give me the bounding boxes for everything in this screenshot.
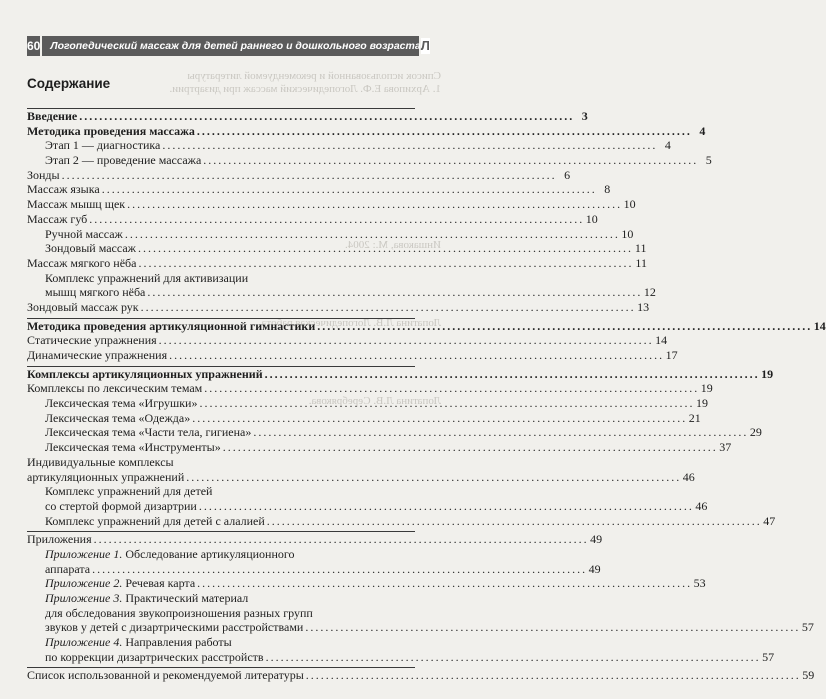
- dot-leader: [199, 396, 692, 411]
- toc-entry-text: Этап 2 — проведение массажа: [45, 153, 202, 168]
- dot-leader: [141, 300, 634, 315]
- toc-entry-label: [27, 124, 195, 139]
- toc-entry: [27, 469, 695, 485]
- toc-entry-text: Зондовый массаж рук: [27, 299, 139, 314]
- toc-page-number: 19: [700, 381, 713, 396]
- toc-entry: [27, 299, 650, 315]
- toc-entry-text: Обследование артикуляционного: [122, 546, 295, 561]
- toc-entry-label: [27, 319, 315, 334]
- toc-entry-label: [45, 635, 232, 650]
- dot-leader: [192, 411, 685, 426]
- toc-entry-text: Приложения: [27, 532, 92, 547]
- toc-page-number: 10: [623, 197, 636, 212]
- toc-entry: [27, 425, 762, 440]
- dot-leader: [265, 367, 758, 382]
- toc-entry-text: артикуляционных упражнений: [27, 469, 185, 484]
- toc-page-number: 37: [719, 440, 732, 455]
- toc-entry-text: Лексическая тема «Инструменты»: [45, 440, 221, 455]
- running-title: Логопедический массаж для детей раннего и дошкольного возраста: [50, 40, 421, 52]
- dot-leader: [305, 620, 798, 635]
- dot-leader: [253, 425, 746, 440]
- toc-entry: [27, 396, 708, 411]
- dot-leader: [127, 197, 620, 212]
- toc-entry-label: [45, 227, 123, 242]
- toc-page-number: 17: [665, 348, 678, 362]
- toc-entry-label: [27, 168, 60, 183]
- toc-entry: [27, 138, 671, 153]
- toc-entry-text: Направления работы: [122, 635, 232, 650]
- toc-entry-label: [45, 576, 195, 591]
- toc-entry-text: Методика проведения массажа: [27, 123, 195, 138]
- toc-entry: [27, 455, 415, 470]
- toc-entry-text: Список использованной и рекомендуемой литературы: [27, 668, 304, 683]
- toc-page-number: 29: [749, 425, 762, 440]
- bleed-through-text: Список использованной и рекомендуемой литературы 1. Архипова Е.Ф. Логопедический массаж при дизартрии. Иншакова, М.: 2004. Лопатина Л.В. Логопедическая работа. Лопатина Л.В. Серебрякова.: [169, 70, 441, 407]
- toc-entry-label: [45, 514, 265, 529]
- toc-page-number: 12: [643, 285, 656, 300]
- toc-entry-label: [45, 591, 248, 606]
- dot-leader: [138, 256, 631, 271]
- toc-entry-text: Методика проведения артикуляционной гимнастики: [27, 318, 316, 333]
- toc-entry-text: Индивидуальные комплексы: [27, 454, 174, 469]
- toc-entry-label: [45, 271, 248, 286]
- toc-entry-label: [45, 484, 212, 499]
- toc-entry-label: [45, 285, 145, 300]
- toc-entry-text: Массаж губ: [27, 211, 88, 226]
- toc-page-number: 57: [762, 649, 775, 664]
- toc-entry-label: [27, 381, 202, 396]
- toc-entry-text: аппарата: [45, 561, 91, 576]
- page-number: 60: [27, 36, 42, 56]
- toc-entry-label: [27, 212, 87, 227]
- toc-entry: [27, 167, 571, 183]
- toc-entry: [27, 123, 706, 139]
- toc-page-number: 46: [695, 498, 708, 513]
- toc-entry: [27, 410, 701, 426]
- toc-entry-text: Комплекс упражнений для детей с алалией: [45, 513, 265, 528]
- dot-leader: [159, 333, 652, 348]
- toc-entry-label: [45, 440, 221, 455]
- dot-leader: [197, 124, 690, 139]
- dot-leader: [197, 576, 690, 591]
- toc-entry-text: Лексическая тема «Одежда»: [45, 410, 191, 425]
- toc-page-number: 10: [585, 211, 598, 226]
- toc-page-number: 19: [761, 366, 774, 381]
- dot-leader: [125, 227, 618, 242]
- toc-entry-text: Зонды: [27, 167, 60, 182]
- dot-leader: [92, 562, 585, 577]
- toc-page-number: 5: [705, 153, 712, 168]
- toc-page-number: 10: [621, 226, 634, 241]
- toc-entry-text: Практический материал: [122, 591, 249, 605]
- toc-page-number: 11: [635, 255, 647, 270]
- toc-page-number: 13: [637, 299, 650, 314]
- toc-entry-label: [45, 241, 136, 256]
- dot-leader: [102, 182, 595, 197]
- toc-entry-label: [27, 455, 174, 470]
- toc-entry-label: [45, 650, 264, 665]
- toc-entry-label: [27, 348, 167, 363]
- toc-page-number: 3: [581, 109, 588, 123]
- toc-entry: [27, 667, 815, 683]
- toc-title: Содержание: [27, 76, 111, 91]
- publisher-logo: Л: [420, 38, 430, 53]
- toc-entry: [27, 591, 415, 606]
- toc-entry-label: [45, 620, 303, 635]
- dot-leader: [169, 348, 662, 363]
- toc-entry-text: Лексическая тема «Игрушки»: [45, 396, 198, 411]
- toc-entry-label: [27, 333, 157, 348]
- toc-entry-text: Ручной массаж: [45, 226, 123, 241]
- toc-entry-label: [27, 470, 184, 485]
- toc-entry: [27, 255, 647, 271]
- toc-entry-label: [45, 562, 90, 577]
- toc-entry-text: по коррекции дизартрических расстройств: [45, 649, 264, 664]
- toc-page-number: 4: [664, 138, 671, 153]
- toc-entry-text: Комплекс упражнений для детей: [45, 484, 213, 499]
- appendix-number: Приложение 3.: [45, 591, 123, 605]
- dot-leader: [223, 440, 716, 455]
- toc-page-number: 49: [588, 561, 601, 576]
- toc-page-number: 53: [693, 576, 706, 591]
- toc-entry: [27, 649, 775, 665]
- toc-entry-text: Массаж мышц щек: [27, 197, 126, 212]
- toc-entry-label: [45, 153, 201, 168]
- toc-entry: [27, 182, 611, 197]
- appendix-number: Приложение 1.: [45, 546, 123, 561]
- toc-entry: [27, 620, 814, 635]
- toc-entry-text: Массаж языка: [27, 182, 100, 197]
- toc-entry-text: Лексическая тема «Части тела, гигиена»: [45, 425, 252, 440]
- toc-page-number: 6: [564, 167, 571, 182]
- toc-page-number: 19: [695, 396, 708, 411]
- toc-page-number: 46: [682, 469, 695, 484]
- toc-page-number: 11: [634, 241, 647, 256]
- toc-entry-label: [27, 367, 263, 382]
- dot-leader: [147, 285, 640, 300]
- toc-entry-label: [27, 197, 125, 212]
- toc-entry: [27, 513, 776, 529]
- toc-entry: [27, 271, 415, 286]
- toc-entry: [27, 440, 732, 455]
- toc-entry-text: мышц мягкого нёба: [45, 285, 146, 300]
- toc-entry-text: Статические упражнения: [27, 333, 157, 348]
- toc-entry: [27, 635, 415, 650]
- toc-page-number: 59: [802, 668, 815, 683]
- dot-leader: [79, 109, 572, 124]
- toc-entry: [27, 484, 415, 499]
- toc-entry: [27, 108, 588, 124]
- dot-leader: [306, 668, 799, 683]
- toc-entry: [27, 498, 708, 514]
- toc-entry-text: звуков у детей с дизартрическими расстройствами: [45, 620, 304, 635]
- toc-entry: [27, 197, 636, 212]
- toc-entry: [27, 153, 712, 168]
- toc-page-number: 14: [655, 333, 668, 348]
- dot-leader: [186, 470, 679, 485]
- dot-leader: [204, 381, 697, 396]
- toc-entry: [27, 606, 415, 621]
- dot-leader: [203, 153, 696, 168]
- toc-entry-label: [45, 499, 197, 514]
- toc-entry-label: [45, 606, 313, 621]
- toc-entry: [27, 381, 713, 396]
- toc-entry: [27, 348, 678, 363]
- toc-entry-label: [45, 547, 295, 562]
- dot-leader: [138, 241, 631, 256]
- toc-entry-text: Зондовый массаж: [45, 241, 136, 256]
- toc-entry-text: Введение: [27, 109, 78, 123]
- appendix-number: Приложение 2.: [45, 576, 123, 591]
- appendix-number: Приложение 4.: [45, 635, 123, 650]
- toc-entry: [27, 366, 774, 382]
- toc-entry: [27, 547, 415, 562]
- toc-entry: [27, 531, 603, 547]
- toc-entry-label: [45, 411, 190, 426]
- toc-entry-label: [27, 109, 77, 124]
- toc-entry-text: со стертой формой дизартрии: [45, 498, 197, 513]
- toc-entry: [27, 241, 647, 256]
- toc-page-number: 21: [688, 410, 701, 425]
- toc-entry-text: Массаж мягкого нёба: [27, 255, 137, 270]
- toc-entry-text: Речевая карта: [122, 576, 196, 591]
- toc-entry-label: [45, 396, 197, 411]
- toc-entry: [27, 285, 656, 300]
- toc-entry-label: [27, 668, 304, 683]
- toc-entry-text: Комплекс упражнений для активизации: [45, 270, 249, 285]
- toc-entry-text: Этап 1 — диагностика: [45, 138, 161, 153]
- toc-entry: [27, 561, 601, 577]
- dot-leader: [267, 514, 760, 529]
- toc-page-number: 14: [813, 318, 826, 333]
- toc-entry: [27, 211, 598, 227]
- toc-entry-label: [27, 300, 139, 315]
- toc-page-number: 57: [801, 620, 814, 635]
- dot-leader: [199, 499, 692, 514]
- dot-leader: [162, 138, 655, 153]
- toc-entry-label: [45, 138, 160, 153]
- toc-entry-text: Комплексы по лексическим темам: [27, 381, 203, 396]
- toc-entry: [27, 333, 668, 348]
- toc-entry-label: [27, 532, 92, 547]
- toc-page-number: 49: [590, 532, 603, 547]
- dot-leader: [62, 168, 555, 183]
- toc-entry: [27, 576, 706, 591]
- toc-entry-label: [45, 425, 251, 440]
- dot-leader: [317, 319, 810, 334]
- toc-page-number: 47: [763, 513, 776, 528]
- dot-leader: [266, 650, 759, 665]
- dot-leader: [89, 212, 582, 227]
- toc-page-number: 8: [604, 182, 611, 197]
- toc-entry-text: Комплексы артикуляционных упражнений: [27, 366, 263, 381]
- toc-page-number: 4: [699, 123, 706, 138]
- table-of-contents: [27, 108, 826, 683]
- dot-leader: [94, 532, 587, 547]
- toc-entry: [27, 226, 634, 242]
- toc-entry: [27, 318, 826, 334]
- toc-entry-text: Динамические упражнения: [27, 348, 168, 362]
- running-header: [27, 36, 430, 56]
- toc-entry-label: [27, 182, 100, 197]
- toc-entry-label: [27, 256, 136, 271]
- toc-entry-text: для обследования звукопроизношения разных групп: [45, 605, 313, 620]
